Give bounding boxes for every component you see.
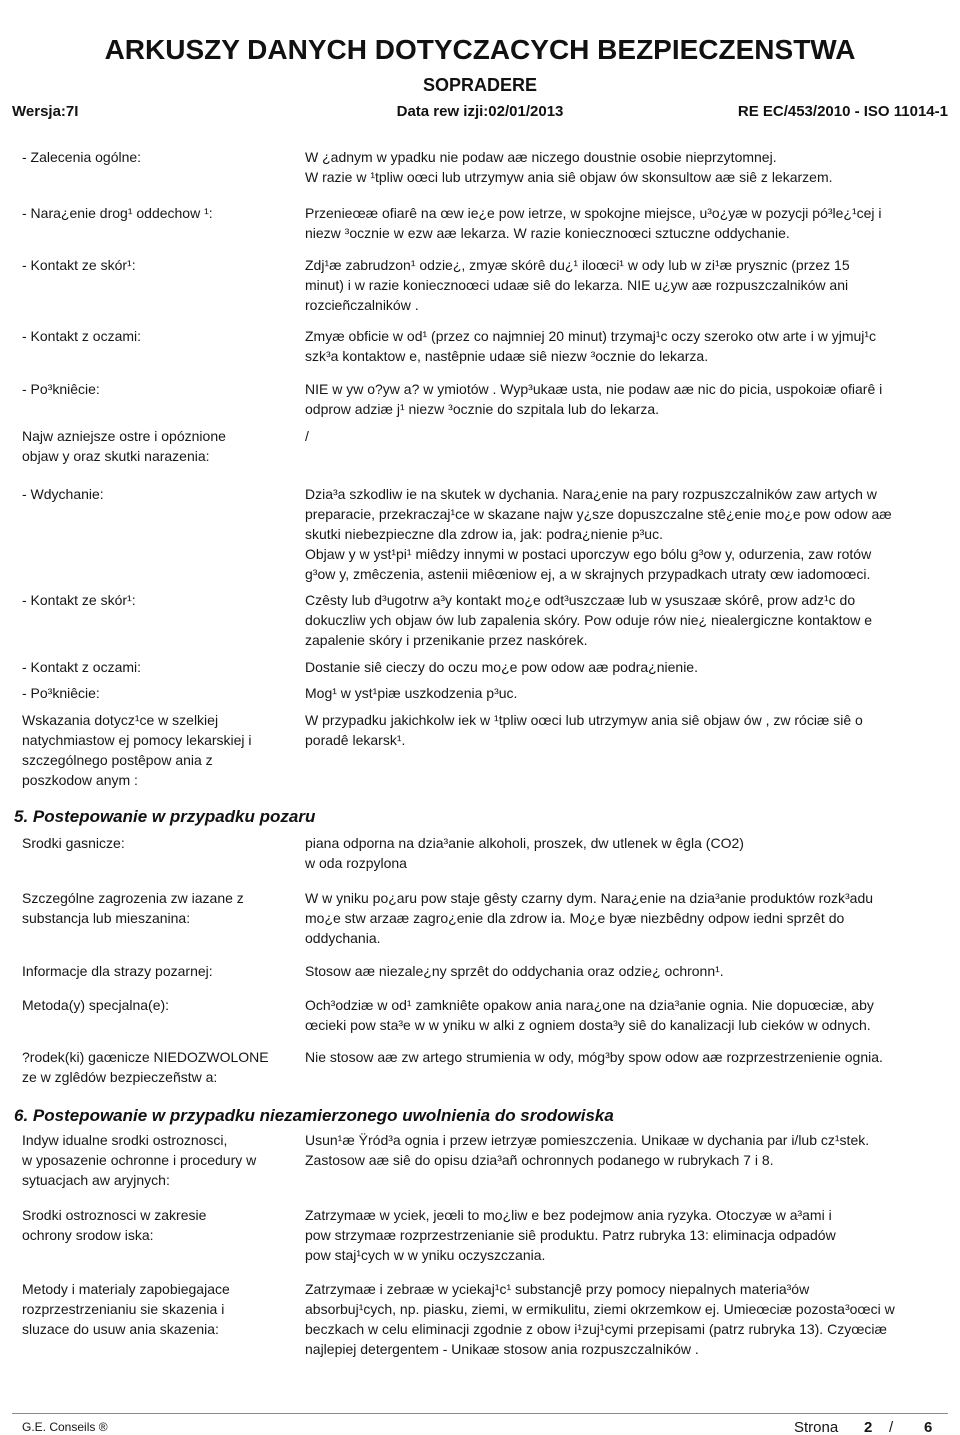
row-label — [22, 1047, 298, 1087]
document-title: ARKUSZY DANYCH DOTYCZACYCH BEZPIECZENSTWA — [104, 34, 856, 65]
product-name: SOPRADERE — [422, 75, 538, 95]
value-line: odprow adziæ j¹ niezw ³ocznie do szpitala lub do lekarza. — [305, 401, 660, 417]
row-value — [305, 1047, 955, 1067]
row-value — [305, 255, 955, 315]
value-line: W ¿adnym w ypadku nie podaw aæ niczego doustnie osobie nieprzytomnej. — [305, 149, 777, 165]
row-value — [305, 710, 955, 750]
label-line: - Po³kniêcie: — [22, 381, 100, 397]
row-value — [305, 590, 955, 650]
label-line: sluzace do usuw ania skazenia: — [22, 1321, 219, 1337]
row-value — [305, 657, 955, 677]
label-line: poszkodow anym : — [22, 772, 138, 788]
label-line: - Wdychanie: — [22, 486, 104, 502]
row-label — [22, 888, 298, 928]
value-line: W przypadku jakichkolw iek w ¹tpliw oœci lub utrzymyw ania siê objaw ów , zw róciæ siê o — [305, 712, 863, 728]
label-line: substancja lub mieszanina: — [22, 910, 191, 926]
footer-page-label: Strona — [794, 1419, 839, 1435]
row-label — [22, 1205, 298, 1245]
value-line: Dzia³a szkodliw ie na skutek w dychania. Nara¿enie na pary rozpuszczalników zaw artych w — [305, 486, 877, 502]
label-line: sytuacjach aw aryjnych: — [22, 1172, 170, 1188]
row-value — [305, 484, 955, 584]
value-line: Zmyæ obficie w od¹ (przez co najmniej 20 minut) trzymaj¹c oczy szeroko otw arte i w yjmuj¹c — [305, 328, 877, 344]
value-line: skutki niebezpieczne dla zdrow ia, jak: podra¿nienie p³uc. — [305, 526, 663, 542]
row-value — [305, 326, 955, 366]
section-5-heading: 5. Postepowanie w przypadku pozaru — [14, 807, 316, 826]
section-6-heading: 6. Postepowanie w przypadku niezamierzonego uwolnienia do srodowiska — [14, 1106, 614, 1125]
label-line: - Kontakt ze skór¹: — [22, 257, 136, 273]
regulation-reference: RE EC/453/2010 - ISO 11014-1 — [737, 103, 948, 120]
value-line: g³ow y, zmêczenia, astenii miêœniow ej, a w skrajnych przypadkach utraty œw iadomoœci. — [305, 566, 871, 582]
value-line: Objaw y w yst¹pi¹ miêdzy innymi w postaci uporczyw ego bólu g³ow y, odurzenia, zaw rotów — [305, 546, 872, 562]
value-line: Czêsty lub d³ugotrw a³y kontakt mo¿e odt³uszczaæ lub w ysuszaæ skórê, prow adz¹c do — [305, 592, 856, 608]
row-value — [305, 379, 955, 419]
row-value — [305, 888, 955, 948]
value-line: œcieki pow sta³e w w yniku w alki z ogniem dosta³y siê do kanalizacji lub cieków w odnych. — [305, 1017, 871, 1033]
label-line: szczególnego postêpow ania z — [22, 752, 213, 768]
row-label — [22, 961, 298, 981]
value-line: piana odporna na dzia³anie alkoholi, proszek, dw utlenek w êgla (CO2) — [305, 835, 744, 851]
value-line: pow staj¹cych w w yniku oczyszczania. — [305, 1247, 546, 1263]
label-line: Metody i materialy zapobiegajace — [22, 1281, 230, 1297]
row-value — [305, 833, 955, 873]
row-value — [305, 426, 955, 446]
row-value — [305, 961, 955, 981]
label-line: rozprzestrzenianiu sie skazenia i — [22, 1301, 225, 1317]
label-line: ochrony srodow iska: — [22, 1227, 154, 1243]
row-value — [305, 683, 955, 703]
value-line: mo¿e stw arzaæ zagro¿enie dla zdrow ia. Mo¿e byæ niezbêdny odpow iedni sprzêt do — [305, 910, 845, 926]
label-line: ?rodek(ki) gaœnicze NIEDOZWOLONE — [22, 1049, 269, 1065]
value-line: najlepiej detergentem - Unikaæ stosow ania rozpuszczalników . — [305, 1341, 699, 1357]
value-line: oddychania. — [305, 930, 381, 946]
row-label — [22, 833, 298, 853]
row-label — [22, 147, 298, 167]
value-line: rozcieñczalników . — [305, 297, 419, 313]
row-value — [305, 1205, 955, 1265]
value-line: Dostanie siê cieczy do oczu mo¿e pow odow aæ podra¿nienie. — [305, 659, 698, 675]
label-line: objaw y oraz skutki narazenia: — [22, 448, 210, 464]
footer-page-total: 6 — [924, 1419, 933, 1435]
value-line: absorbuj¹cych, np. piasku, ziemi, w ermikulitu, ziemi okrzemkow ej. Umieœciæ pozosta³oœci w — [305, 1301, 895, 1317]
value-line: Zastosow aæ siê do opisu dzia³añ ochronnych podanego w rubrykach 7 i 8. — [305, 1152, 774, 1168]
row-value — [305, 995, 955, 1035]
value-line: preparacie, przekraczaj¹ce w skazane najw y¿sze dopuszczalne stê¿enie mo¿e pow odow aæ — [305, 506, 892, 522]
value-line: beczkach w celu eliminacji zgodnie z obow i¹zuj¹cymi przepisami (patrz rubryka 13). Czyœciæ — [305, 1321, 887, 1337]
row-label — [22, 1130, 298, 1190]
label-line: - Zalecenia ogólne: — [22, 149, 142, 165]
value-line: NIE w yw o?yw a? w ymiotów . Wyp³ukaæ usta, nie podaw aæ nic do picia, uspokoiæ ofiarê i — [305, 381, 883, 397]
row-label — [22, 484, 298, 504]
row-value — [305, 203, 955, 243]
label-line: Metoda(y) specjalna(e): — [22, 997, 170, 1013]
value-line: Zatrzymaæ i zebraæ w yciekaj¹c¹ substancjê przy pomocy niepalnych materia³ów — [305, 1281, 810, 1297]
revision-date: Data rew izji:02/01/2013 — [396, 103, 564, 120]
label-line: Srodki ostroznosci w zakresie — [22, 1207, 207, 1223]
value-line: / — [305, 428, 309, 444]
value-line: Nie stosow aæ zw artego strumienia w ody, móg³by spow odow aæ rozprzestrzenienie ognia. — [305, 1049, 883, 1065]
row-label — [22, 657, 298, 677]
value-line: Mog¹ w yst¹piæ uszkodzenia p³uc. — [305, 685, 518, 701]
label-line: - Po³kniêcie: — [22, 685, 100, 701]
row-label — [22, 710, 298, 790]
value-line: minut) i w razie koniecznoœci udaæ siê do lekarza. NIE u¿yw aæ rozpuszczalników ani — [305, 277, 849, 293]
row-value — [305, 1130, 955, 1170]
value-line: W w yniku po¿aru pow staje gêsty czarny dym. Nara¿enie na dzia³anie produktów rozk³adu — [305, 890, 874, 906]
row-label — [22, 995, 298, 1015]
label-line: - Kontakt z oczami: — [22, 659, 142, 675]
value-line: dokuczliw ych objaw ów lub zapalenia skóry. Pow oduje rów nie¿ niealergiczne kontaktow e — [305, 612, 873, 628]
label-line: natychmiastow ej pomocy lekarskiej i — [22, 732, 252, 748]
value-line: Zdj¹æ zabrudzon¹ odzie¿, zmyæ skórê du¿¹ iloœci¹ w ody lub w zi¹æ prysznic (przez 15 — [305, 257, 850, 273]
value-line: w oda rozpylona — [305, 855, 407, 871]
row-value — [305, 147, 955, 187]
row-label — [22, 203, 298, 223]
row-value — [305, 1279, 955, 1359]
value-line: W razie w ¹tpliw oœci lub utrzymyw ania siê objaw ów skonsultow aæ siê z lekarzem. — [305, 169, 833, 185]
row-label — [22, 379, 298, 399]
row-label — [22, 590, 298, 610]
label-line: Srodki gasnicze: — [22, 835, 125, 851]
label-line: Indyw idualne srodki ostroznosci, — [22, 1132, 228, 1148]
value-line: Zatrzymaæ w yciek, jeœli to mo¿liw e bez podejmow ania ryzyka. Otoczyæ w a³ami i — [305, 1207, 832, 1223]
label-line: Najw azniejsze ostre i opóznione — [22, 428, 226, 444]
label-line: w yposazenie ochronne i procedury w — [22, 1152, 257, 1168]
row-label — [22, 1279, 298, 1339]
label-line: Wskazania dotycz¹ce w szelkiej — [22, 712, 219, 728]
value-line: poradê lekarsk¹. — [305, 732, 406, 748]
label-line: - Kontakt z oczami: — [22, 328, 142, 344]
row-label — [22, 426, 298, 466]
row-label — [22, 326, 298, 346]
row-label — [22, 683, 298, 703]
value-line: Przenieœæ ofiarê na œw ie¿e pow ietrze, w spokojne miejsce, u³o¿yæ w pozycji pó³le¿¹cej i — [305, 205, 882, 221]
value-line: zapalenie skóry i przenikanie przez naskórek. — [305, 632, 588, 648]
footer-page-separator: / — [889, 1419, 894, 1435]
label-line: - Nara¿enie drog¹ oddechow ¹: — [22, 205, 213, 221]
footer-company: G.E. Conseils ® — [22, 1420, 108, 1434]
value-line: Usun¹æ Ÿród³a ognia i przew ietrzyæ pomieszczenia. Unikaæ w dychania par i/lub cz¹stek. — [305, 1132, 870, 1148]
footer-page-number: 2 — [864, 1419, 873, 1435]
value-line: szk³a kontaktow e, nastêpnie udaæ siê niezw ³ocznie do lekarza. — [305, 348, 709, 364]
value-line: Stosow aæ niezale¿ny sprzêt do oddychania oraz odzie¿ ochronn¹. — [305, 963, 724, 979]
label-line: - Kontakt ze skór¹: — [22, 592, 136, 608]
label-line: ze w zglêdów bezpieczeñstw a: — [22, 1069, 218, 1085]
value-line: niezw ³ocznie w ezw aæ lekarza. W razie koniecznoœci sztuczne oddychanie. — [305, 225, 790, 241]
label-line: Informacje dla strazy pozarnej: — [22, 963, 213, 979]
value-line: pow strzymaæ rozprzestrzenianie siê produktu. Patrz rubryka 13: eliminacja odpadów — [305, 1227, 836, 1243]
label-line: Szczególne zagrozenia zw iazane z — [22, 890, 244, 906]
row-label — [22, 255, 298, 275]
version-label: Wersja:7I — [12, 103, 79, 120]
footer-divider — [12, 1413, 948, 1414]
value-line: Och³odziæ w od¹ zamkniête opakow ania nara¿one na dzia³anie ognia. Nie dopuœciæ, aby — [305, 997, 874, 1013]
